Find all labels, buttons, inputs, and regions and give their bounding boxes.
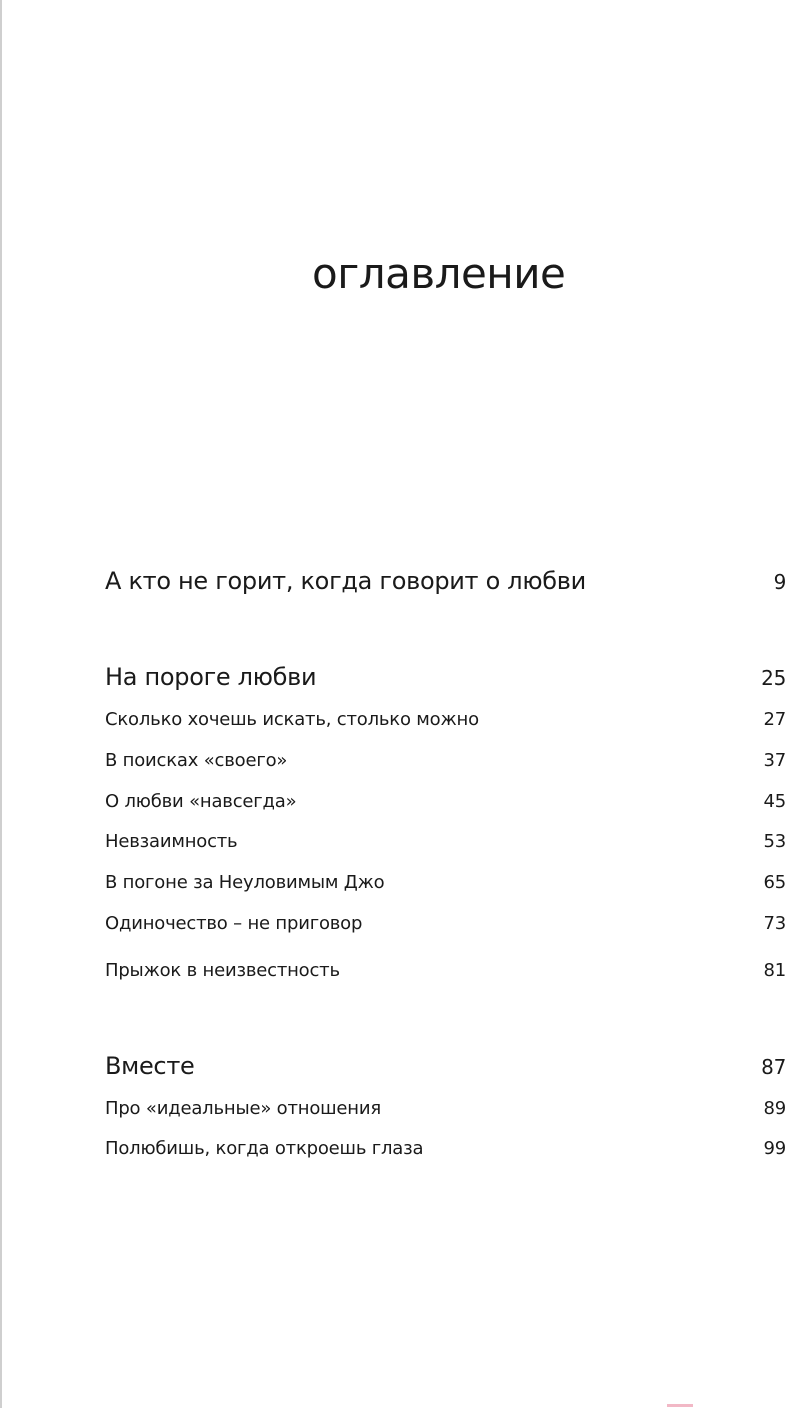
toc-entry-label: О любви «навсегда»: [105, 791, 297, 812]
page-edge: [0, 0, 2, 1408]
toc-entry-label: Полюбишь, когда откроешь глаза: [105, 1138, 424, 1159]
toc-entry[interactable]: [105, 708, 786, 732]
toc-entry[interactable]: [105, 959, 786, 983]
toc-entry-page: 25: [761, 666, 786, 690]
toc-entry-label: А кто не горит, когда говорит о любви: [105, 567, 586, 595]
toc-entry[interactable]: [105, 912, 786, 936]
toc-entry[interactable]: [105, 871, 786, 895]
toc-entry[interactable]: [105, 790, 786, 814]
toc-entry-page: 27: [763, 709, 786, 730]
toc-entry-page: 99: [763, 1138, 786, 1159]
page-corner-mark: [667, 1404, 693, 1407]
toc-entry-page: 53: [763, 831, 786, 852]
toc-entry-label: Вместе: [105, 1052, 195, 1080]
toc-entry-label: Сколько хочешь искать, столько можно: [105, 709, 479, 730]
toc-entry-label: В погоне за Неуловимым Джо: [105, 872, 385, 893]
toc-entry[interactable]: [105, 566, 786, 597]
toc-entry-label: Невзаимность: [105, 831, 238, 852]
toc-entry-label: Прыжок в неизвестность: [105, 960, 340, 981]
toc-entry-label: На пороге любви: [105, 663, 317, 691]
toc-entry-page: 37: [763, 750, 786, 771]
toc-entry[interactable]: [105, 749, 786, 773]
toc-entry[interactable]: [105, 1137, 786, 1161]
toc-entry-page: 73: [763, 913, 786, 934]
toc-entry-page: 9: [773, 570, 786, 594]
toc-entry-page: 45: [763, 791, 786, 812]
page-title: оглавление: [312, 249, 566, 298]
toc-entry[interactable]: [105, 1051, 786, 1082]
toc-entry-page: 81: [763, 960, 786, 981]
toc-entry-page: 87: [761, 1055, 786, 1079]
toc-entry-label: Про «идеальные» отношения: [105, 1098, 381, 1119]
toc-entry-page: 89: [763, 1098, 786, 1119]
toc-entry[interactable]: [105, 1097, 786, 1121]
toc-entry[interactable]: [105, 830, 786, 854]
toc-entry-label: В поисках «своего»: [105, 750, 288, 771]
toc-entry-page: 65: [763, 872, 786, 893]
toc-entry[interactable]: [105, 662, 786, 693]
toc-entry-label: Одиночество – не приговор: [105, 913, 363, 934]
